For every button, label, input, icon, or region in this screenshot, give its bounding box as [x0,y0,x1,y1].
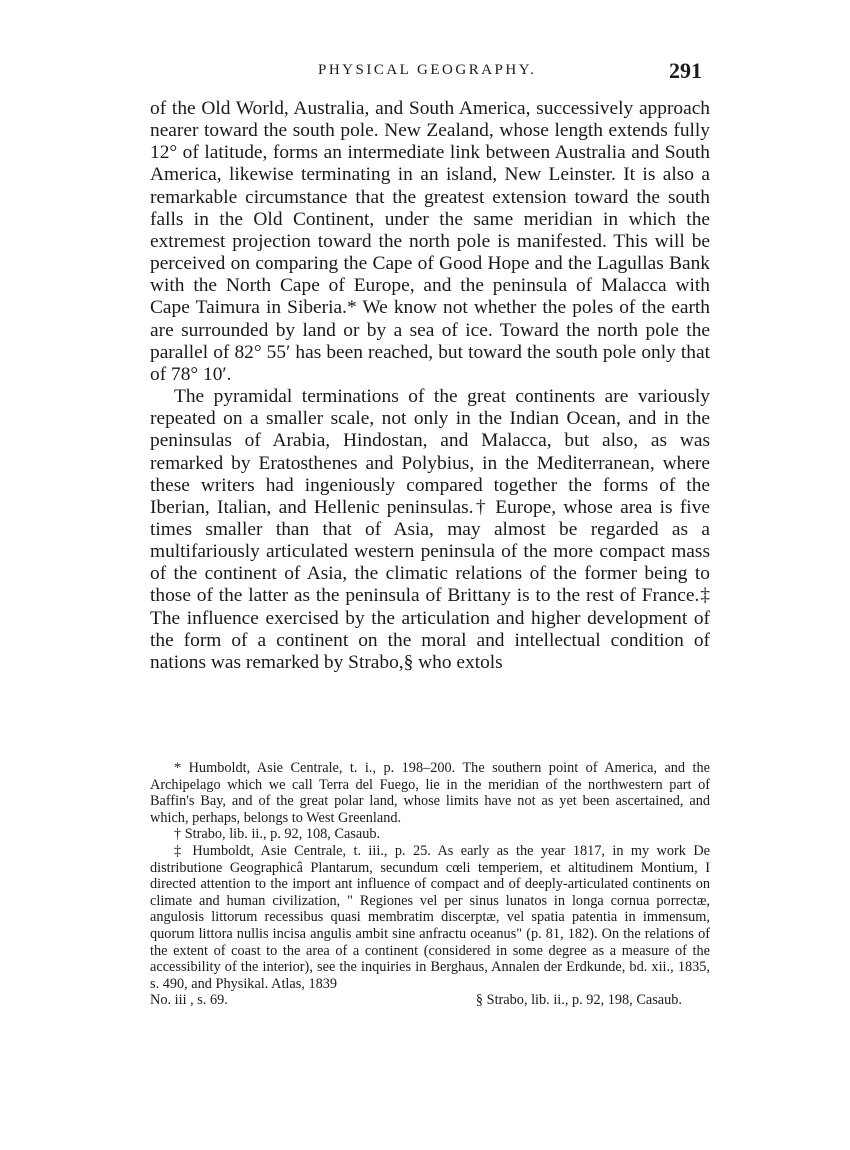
body-text [150,98,710,674]
footnote-continuation: No. iii , s. 69. [150,992,228,1009]
footnote: § Strabo, lib. ii., p. 92, 198, Casaub. [475,992,682,1009]
page-header [150,58,710,92]
footnotes [150,760,710,1009]
footnote: † Strabo, lib. ii., p. 92, 108, Casaub. [174,826,381,843]
footnote: ‡ Humboldt, Asie Centrale, t. iii., p. 25. As early as the year 1817, in my work De distributione Geographicâ Plantarum, secundum cœli temperiem, et altitudinem Montium, I directed attention to the import ant influence of compact and of deeply-articulated continents on climate and human civilization, " Regiones vel per sinus lunatos in longa cornua porrectæ, angulosis littorum recessibus quasi membratim discerptæ, vel spatia patentia in immensum, quorum littora nullis incisa angulis ambit sine anfractu oceanus" (p. 81, 182). On the relations of the extent of coast to the area of a continent (considered in some degree as a measure of the accessibility of the interior), see the inquiries in Berghaus, Annalen der Erdkunde, bd. xii., 1835, s. 490, and Physikal. Atlas, 1839 [150,842,710,992]
footnote-final-line [150,992,710,1009]
paragraph: The pyramidal terminations of the great continents are variously repeated on a smaller scale, not only in the Indian Ocean, and in the peninsulas of Arabia, Hindostan, and Malacca, but also, as was remarked by Eratosthenes and Polybius, in the Mediterranean, where these writers had ingeniously compared together the forms of the Iberian, Italian, and Hellenic peninsulas.† Europe, whose area is five times smaller than that of Asia, may almost be regarded as a multifariously articulated western peninsula of the more compact mass of the continent of Asia, the climatic relations of the former being to those of the latter as the peninsula of Brittany is to the rest of France.‡ The influence exercised by the articulation and higher development of the form of a continent on the moral and intellectual condition of nations was remarked by Strabo,§ who extols [150,386,710,673]
footnote: * Humboldt, Asie Centrale, t. i., p. 198–200. The southern point of America, and the Archipelago which we call Terra del Fuego, lie in the meridian of the northwestern part of Baffin's Bay, and of the great polar land, whose limits have not as yet been ascertained, and which, perhaps, belongs to West Greenland. [150,760,710,826]
paragraph: of the Old World, Australia, and South America, successively approach nearer toward the south pole. New Zealand, whose length extends fully 12° of latitude, forms an intermediate link between Australia and South America, likewise terminating in an island, New Leinster. It is also a remarkable circumstance that the greatest extension toward the south falls in the Old Continent, under the same meridian in which the extremest projection toward the north pole is manifested. This will be perceived on comparing the Cape of Good Hope and the Lagullas Bank with the North Cape of Europe, and the peninsula of Malacca with Cape Taimura in Siberia.* We know not whether the poles of the earth are surrounded by land or by a sea of ice. Toward the north pole the parallel of 82° 55′ has been reached, but toward the south pole only that of 78° 10′. [150,98,710,385]
running-head: PHYSICAL GEOGRAPHY. [318,62,537,78]
page-number: 291 [669,58,702,83]
